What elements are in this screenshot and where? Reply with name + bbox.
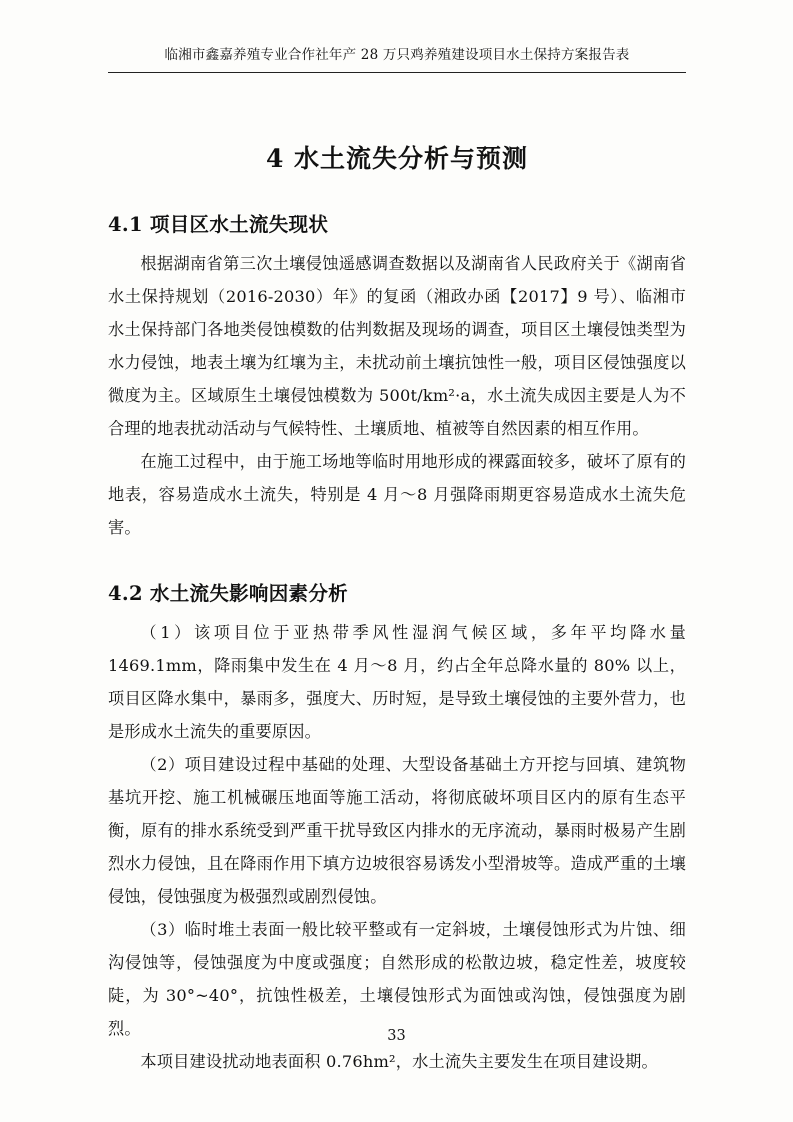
paragraph-4-1-2: 在施工过程中，由于施工场地等临时用地形成的裸露面较多，破坏了原有的地表，容易造成水土流失，特别是 4 月～8 月强降雨期更容易造成水土流失危害。: [108, 452, 686, 538]
paragraph-4-2-4: 本项目建设扰动地表面积 0.76hm²，水土流失主要发生在项目建设期。: [140, 1052, 658, 1072]
page-number: 33: [387, 1028, 406, 1044]
page-content: [108, 45, 686, 1078]
section-title-4-1: 4.1 项目区水土流失现状: [108, 213, 329, 237]
paragraph-4-2-1: （1）该项目位于亚热带季风性湿润气候区域，多年平均降水量 1469.1mm，降雨集中发生在 4 月～8 月，约占全年总降水量的 80% 以上，项目区降水集中，暴雨多，强度大、历时短，是导致土壤侵蚀的主要外营力，也是形成水土流失的重要原因。: [108, 623, 686, 742]
header-divider: [108, 72, 686, 73]
paragraph-4-1-1: 根据湖南省第三次土壤侵蚀遥感调查数据以及湖南省人民政府关于《湖南省水土保持规划（2016-2030）年》的复函（湘政办函【2017】9 号）、临湘市水土保持部门各地类侵蚀模数的估判数据及现场的调查，项目区土壤侵蚀类型为水力侵蚀，地表土壤为红壤为主，未扰动前土壤抗蚀性一般，项目区侵蚀强度以微度为主。区域原生土壤侵蚀模数为 500t/km²·a，水土流失成因主要是人为不合理的地表扰动活动与气候特性、土壤质地、植被等自然因素的相互作用。: [108, 254, 686, 439]
section-title-4-2: 4.2 水土流失影响因素分析: [108, 582, 348, 606]
chapter-title: 4 水土流失分析与预测: [265, 144, 529, 174]
paragraph-4-2-2: （2）项目建设过程中基础的处理、大型设备基础土方开挖与回填、建筑物基坑开挖、施工机械碾压地面等施工活动，将彻底破坏项目区内的原有生态平衡，原有的排水系统受到严重干扰导致区内排水的无序流动，暴雨时极易产生剧烈水力侵蚀，且在降雨作用下填方边坡很容易诱发小型滑坡等。造成严重的土壤侵蚀，侵蚀强度为极强烈或剧烈侵蚀。: [108, 755, 686, 907]
running-header: 临湘市鑫嘉养殖专业合作社年产 28 万只鸡养殖建设项目水土保持方案报告表: [164, 47, 630, 63]
paragraph-4-2-3: （3）临时堆土表面一般比较平整或有一定斜坡，土壤侵蚀形式为片蚀、细沟侵蚀等，侵蚀强度为中度或强度；自然形成的松散边坡，稳定性差，坡度较陡，为 30°~40°，抗蚀性极差，土壤侵蚀形式为面蚀或沟蚀，侵蚀强度为剧烈。: [108, 920, 686, 1039]
